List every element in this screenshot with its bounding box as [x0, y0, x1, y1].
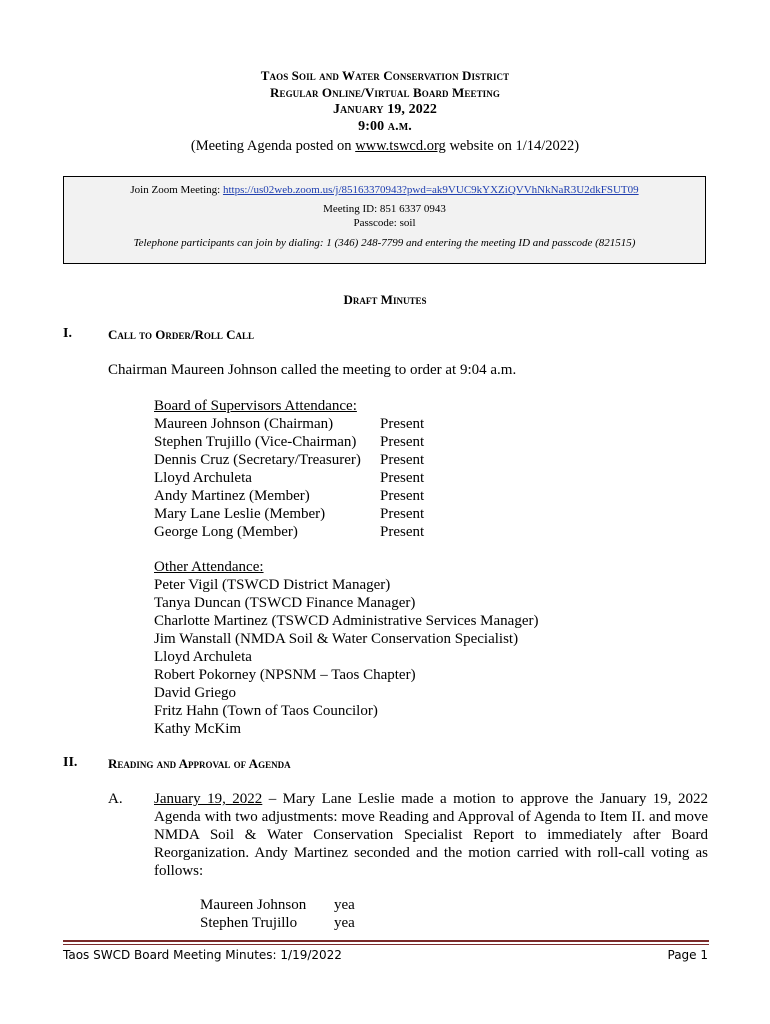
other-attendee: Charlotte Martinez (TSWCD Administrative Services Manager)	[154, 613, 539, 629]
footer-document-title: Taos SWCD Board Meeting Minutes: 1/19/2022	[63, 948, 342, 962]
call-to-order-text: Chairman Maureen Johnson called the meeting to order at 9:04 a.m.	[108, 362, 517, 378]
zoom-telephone: Telephone participants can join by dialing: 1 (346) 248-7799 and entering the meeting ID and passcode (821515)	[133, 237, 636, 249]
page-number: Page 1	[667, 948, 708, 962]
board-member-status: Present	[380, 506, 425, 522]
zoom-info-box	[63, 176, 706, 264]
agenda-approval-paragraph: January 19, 2022 – Mary Lane Leslie made a motion to approve the January 19, 2022 Agenda with two adjustments: move Reading and Approval of Agenda to Item II. and move NMDA Soil & Water Conservation Specialist Report to immediately after Board Reorganization. Andy Martinez seconded and the motion carried with roll-call voting as follows:	[154, 791, 709, 879]
zoom-join-line: Join Zoom Meeting: https://us02web.zoom.us/j/85163370943?pwd=ak9VUC9kYXZiQVVhNkNaR3U2dkFSUT09	[130, 184, 639, 196]
other-attendee: Tanya Duncan (TSWCD Finance Manager)	[154, 595, 416, 611]
other-attendee: Peter Vigil (TSWCD District Manager)	[154, 577, 391, 593]
section-1-number: I.	[63, 326, 72, 341]
meeting-time: 9:00 a.m.	[358, 119, 412, 134]
other-attendee: Fritz Hahn (Town of Taos Councilor)	[154, 703, 378, 719]
other-attendee: David Griego	[154, 685, 237, 701]
agenda-posted-note: (Meeting Agenda posted on www.tswcd.org website on 1/14/2022)	[190, 138, 580, 154]
item-letter: A.	[108, 791, 123, 807]
other-attendee: Robert Pokorney (NPSNM – Taos Chapter)	[154, 667, 416, 683]
vote-name: Stephen Trujillo	[200, 915, 298, 931]
vote-value: yea	[334, 897, 355, 913]
meeting-date: January 19, 2022	[332, 102, 438, 117]
meeting-title: Regular Online/Virtual Board Meeting	[269, 85, 500, 100]
board-member-name: Andy Martinez (Member)	[154, 488, 310, 504]
zoom-passcode: Passcode: soil	[353, 217, 416, 229]
other-attendee: Jim Wanstall (NMDA Soil & Water Conservation Specialist)	[154, 631, 519, 647]
board-member-status: Present	[380, 470, 425, 486]
section-2-number: II.	[63, 755, 78, 770]
vote-name: Maureen Johnson	[200, 897, 307, 913]
board-member-name: George Long (Member)	[154, 524, 298, 540]
board-member-status: Present	[380, 524, 425, 540]
draft-minutes-title: Draft Minutes	[343, 292, 427, 307]
footer-rule	[63, 940, 709, 942]
board-member-status: Present	[380, 416, 425, 432]
org-name: Taos Soil and Water Conservation District	[260, 68, 510, 83]
board-member-name: Maureen Johnson (Chairman)	[154, 416, 334, 432]
board-member-status: Present	[380, 452, 425, 468]
zoom-join-link[interactable]: https://us02web.zoom.us/j/85163370943?pwd=ak9VUC9kYXZiQVVhNkNaR3U2dkFSUT09	[222, 184, 639, 196]
board-attendance-heading: Board of Supervisors Attendance:	[154, 398, 357, 414]
board-member-name: Dennis Cruz (Secretary/Treasurer)	[154, 452, 361, 468]
section-1-title: Call to Order/Roll Call	[108, 327, 254, 342]
zoom-meeting-id: Meeting ID: 851 6337 0943	[323, 203, 446, 215]
vote-value: yea	[334, 915, 355, 931]
board-member-status: Present	[380, 434, 425, 450]
other-attendee: Kathy McKim	[154, 721, 242, 737]
other-attendance-heading: Other Attendance:	[154, 559, 264, 575]
other-attendee: Lloyd Archuleta	[154, 649, 252, 665]
footer-rule-thin	[63, 944, 709, 945]
item-date: January 19, 2022	[154, 791, 263, 807]
board-member-name: Stephen Trujillo (Vice-Chairman)	[154, 434, 357, 450]
board-member-name: Mary Lane Leslie (Member)	[154, 506, 326, 522]
section-2-title: Reading and Approval of Agenda	[108, 756, 291, 771]
website-link[interactable]: www.tswcd.org	[355, 138, 446, 154]
board-member-name: Lloyd Archuleta	[154, 470, 252, 486]
board-member-status: Present	[380, 488, 425, 504]
